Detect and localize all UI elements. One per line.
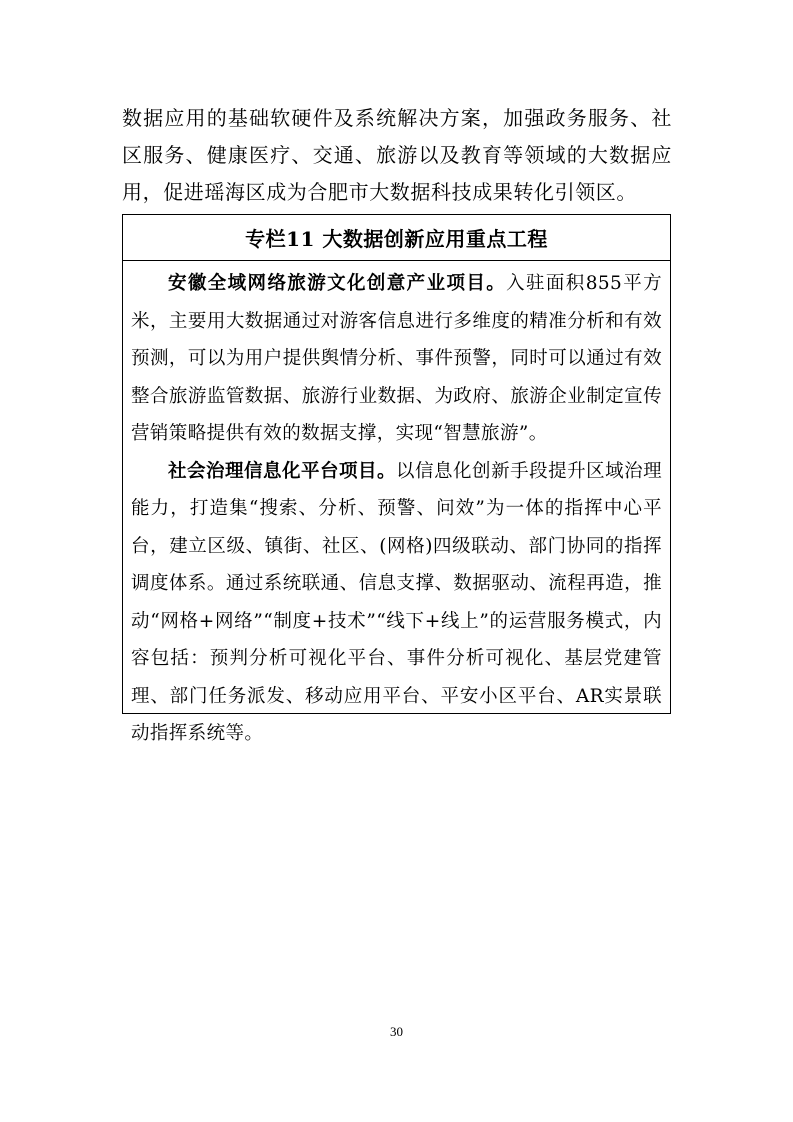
page-number: 30 bbox=[390, 1024, 403, 1039]
feature-box-title: 专栏11 大数据创新应用重点工程 bbox=[123, 215, 670, 261]
feature-box-body bbox=[123, 261, 670, 753]
project-name: 安徽全域网络旅游文化创意产业项目。 bbox=[168, 273, 507, 294]
intro-paragraph: 数据应用的基础软硬件及系统解决方案，加强政务服务、社区服务、健康医疗、交通、旅游以及教育等领域的大数据应用，促进瑶海区成为合肥市大数据科技成果转化引领区。 bbox=[122, 106, 672, 204]
project-paragraph bbox=[131, 265, 662, 453]
intro-paragraph-block bbox=[122, 100, 672, 211]
project-name: 社会治理信息化平台项目。 bbox=[168, 460, 397, 482]
project-description: 以信息化创新手段提升区域治理能力，打造集“搜索、分析、预警、问效”为一体的指挥中心平台，建立区级、镇街、社区、(网格)四级联动、部门协同的指挥调度体系。通过系统联通、信息支撑、数据驱动、流程再造，推动“网格+网络”“制度+技术”“线下+线上”的运营服务模式，内容包括：预判分析可视化平台、事件分析可视化、基层党建管理、部门任务派发、移动应用平台、平安小区平台、AR实景联动指挥系统等。 bbox=[131, 460, 662, 744]
project-paragraph bbox=[131, 453, 662, 753]
project-description: 入驻面积855平方米，主要用大数据通过对游客信息进行多维度的精准分析和有效预测，可以为用户提供舆情分析、事件预警，同时可以通过有效整合旅游监管数据、旅游行业数据、为政府、旅游企业制定宣传营销策略提供有效的数据支撑，实现“智慧旅游”。 bbox=[131, 273, 662, 444]
feature-box bbox=[122, 214, 671, 744]
